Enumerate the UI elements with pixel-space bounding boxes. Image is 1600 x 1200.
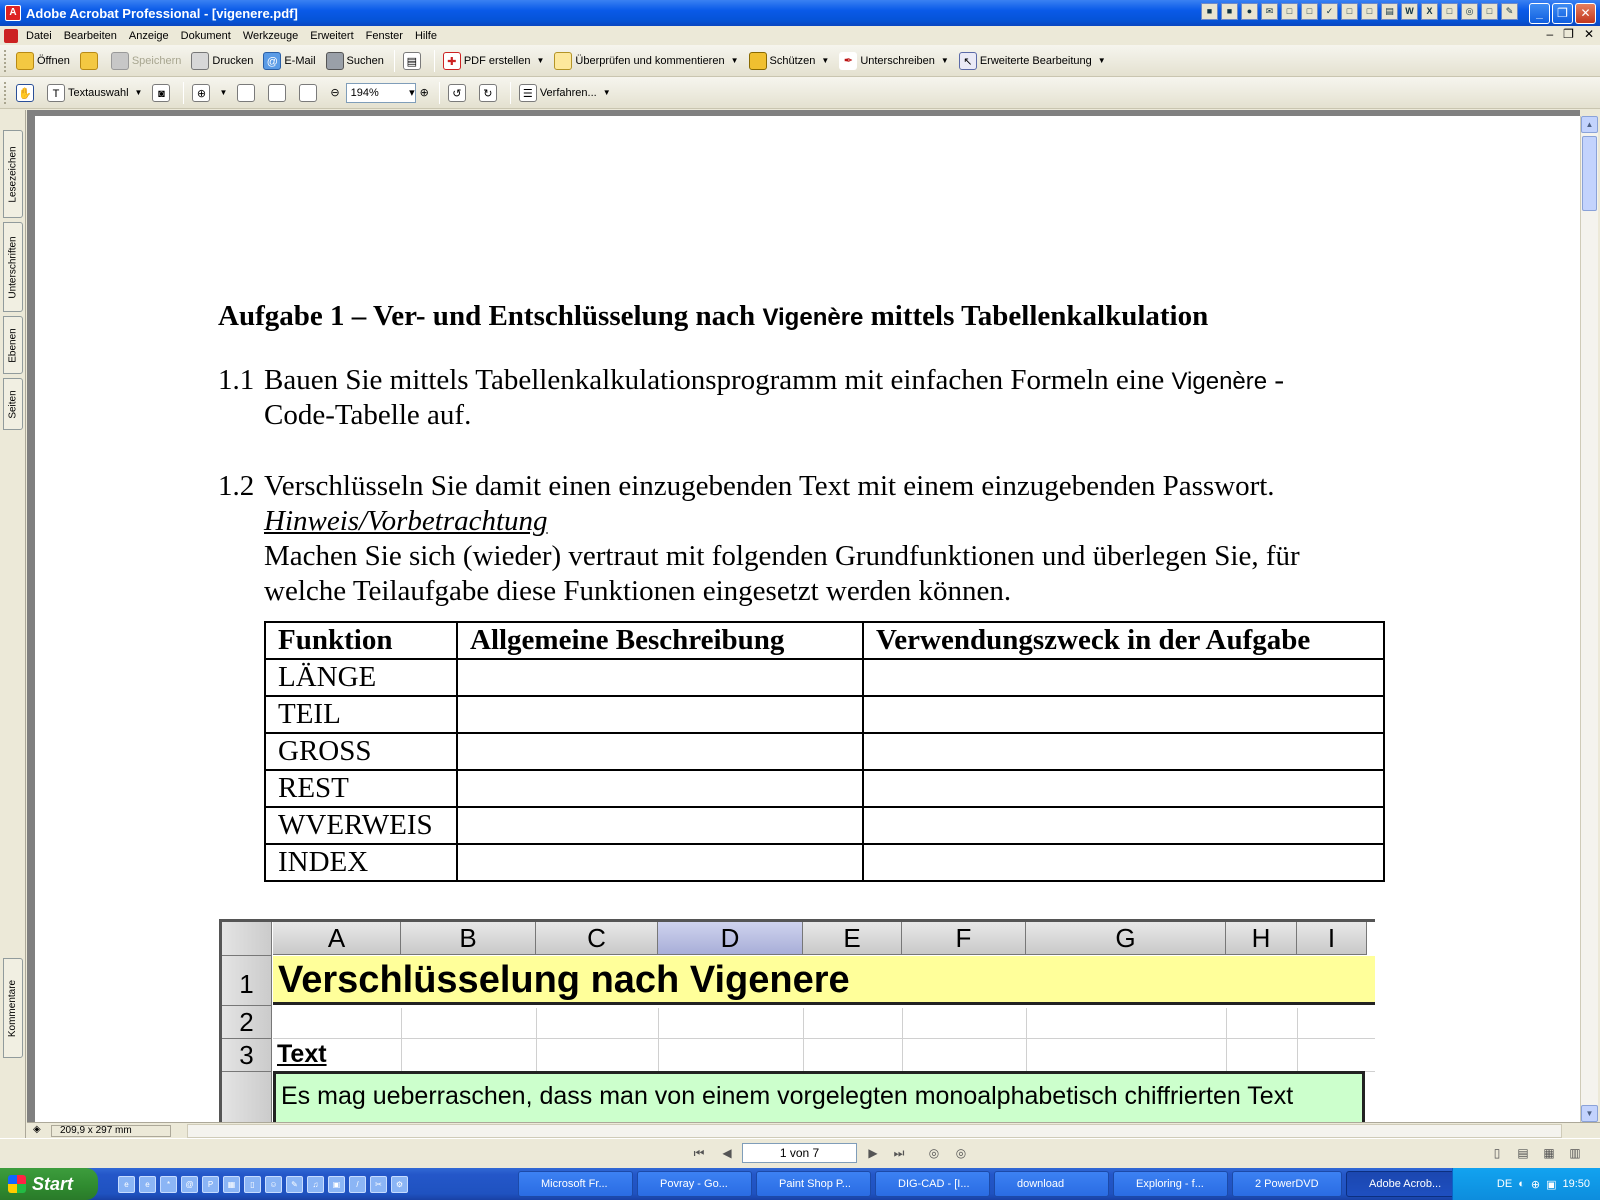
tab-pages[interactable]	[3, 378, 23, 430]
search-label: Suchen	[346, 54, 384, 67]
menu-hilfe[interactable]: Hilfe	[414, 29, 437, 42]
tab-comments-label: Kommentare	[7, 979, 19, 1037]
tab-signatures-label: Unterschriften	[7, 235, 19, 299]
quick-icon[interactable]: ✓	[1321, 3, 1338, 20]
menu-fenster[interactable]: Fenster	[365, 29, 403, 42]
tab-pages-label: Seiten	[7, 389, 19, 419]
window-title: Adobe Acrobat Professional - [vigenere.pdf]	[26, 5, 298, 21]
save-label: Speichern	[131, 54, 182, 67]
windows-taskbar	[0, 1168, 1600, 1200]
previous-view-icon[interactable]: ◎	[928, 1146, 940, 1160]
table-row	[265, 696, 1384, 733]
doc-close-button[interactable]: ✕	[1583, 27, 1594, 41]
quick-icon[interactable]: ■	[1201, 3, 1218, 20]
grid-line	[1226, 1008, 1227, 1071]
quicklaunch-icon[interactable]: ▣	[328, 1176, 345, 1193]
purpose-cell	[863, 696, 1384, 733]
email-button[interactable]	[259, 49, 319, 73]
toolbar-grip[interactable]	[4, 50, 8, 72]
grid-line	[658, 1008, 659, 1071]
column-header: A	[273, 922, 401, 955]
header-beschreibung: Allgemeine Beschreibung	[457, 622, 863, 659]
select-text-button[interactable]	[43, 81, 146, 105]
select-text-label: Textauswahl	[68, 86, 129, 99]
table-row	[265, 733, 1384, 770]
tab-signatures[interactable]	[3, 222, 23, 312]
snapshot-button[interactable]	[148, 81, 177, 105]
quick-icon[interactable]: ■	[1221, 3, 1238, 20]
taskbar-item-active[interactable]: Adobe Acrob...	[1346, 1171, 1456, 1197]
signature-pen-icon: ✒	[839, 52, 857, 70]
secure-label: Schützen	[769, 54, 816, 67]
function-table-header	[265, 622, 1384, 659]
chevron-down-icon[interactable]: ▼	[536, 56, 545, 65]
quick-icon[interactable]: □	[1441, 3, 1458, 20]
quick-icon[interactable]: □	[1341, 3, 1358, 20]
quick-icon[interactable]: ◎	[1461, 3, 1478, 20]
status-bar	[27, 1122, 1600, 1138]
rotate-left-icon: ↺	[448, 84, 466, 102]
print-label: Drucken	[212, 54, 254, 67]
page-actual-size-icon	[237, 84, 255, 102]
task-1-1-line2: Code-Tabelle auf.	[264, 399, 472, 431]
text-select-icon: T	[47, 84, 65, 102]
zoom-in-button[interactable]	[416, 81, 433, 105]
start-button[interactable]	[0, 1168, 98, 1200]
spreadsheet-image	[219, 919, 1375, 1122]
grid-line	[1297, 1008, 1298, 1071]
menu-werkzeuge[interactable]: Werkzeuge	[242, 29, 299, 42]
page-navigation-bar	[0, 1138, 1600, 1166]
print-button[interactable]	[187, 49, 257, 73]
chevron-down-icon[interactable]: ▼	[134, 88, 143, 97]
quicklaunch-icon[interactable]: e	[139, 1176, 156, 1193]
continuous-page-icon[interactable]: ▤	[1517, 1146, 1529, 1160]
page-size-icon: ◈	[33, 1124, 41, 1135]
description-cell	[457, 696, 863, 733]
function-table	[264, 621, 1385, 882]
secure-button[interactable]	[745, 49, 834, 73]
quicklaunch-icon[interactable]: *	[160, 1176, 177, 1193]
create-pdf-icon: ✚	[443, 52, 461, 70]
column-header-selected: D	[658, 922, 803, 955]
clock[interactable]: 19:50	[1562, 1178, 1590, 1190]
single-page-icon[interactable]: ▯	[1493, 1146, 1501, 1160]
sign-label: Unterschreiben	[860, 54, 935, 67]
quicklaunch-icon[interactable]: ⚙	[391, 1176, 408, 1193]
quicklaunch-icon[interactable]: ✂	[370, 1176, 387, 1193]
procedures-button[interactable]	[515, 81, 615, 105]
excel-icon[interactable]: X	[1421, 3, 1438, 20]
document-window-controls	[1546, 27, 1594, 41]
chevron-down-icon[interactable]: ▼	[940, 56, 949, 65]
fit-page-icon	[268, 84, 286, 102]
network-icon[interactable]: ⊕	[1530, 1178, 1541, 1191]
doc-restore-button[interactable]: ❐	[1563, 27, 1574, 41]
grid-line	[902, 1008, 903, 1071]
open-button[interactable]	[12, 49, 74, 73]
start-label: Start	[32, 1173, 74, 1194]
rotate-left-button[interactable]	[444, 81, 473, 105]
heading-vigenere: Vigenère	[762, 304, 864, 331]
table-row	[265, 770, 1384, 807]
organizer-icon	[80, 52, 98, 70]
properties-button[interactable]	[399, 49, 428, 73]
volume-icon[interactable]: ◐	[1518, 1178, 1525, 1190]
description-cell	[457, 770, 863, 807]
chevron-down-icon[interactable]: ▼	[219, 88, 228, 97]
menu-dokument[interactable]: Dokument	[180, 29, 231, 42]
column-header: C	[536, 922, 658, 955]
create-pdf-label: PDF erstellen	[463, 54, 531, 67]
fit-page-button[interactable]	[264, 81, 293, 105]
quicklaunch-icon[interactable]: ✎	[286, 1176, 303, 1193]
pen-icon[interactable]: ✎	[1501, 3, 1518, 20]
rotate-right-button[interactable]	[475, 81, 504, 105]
review-button[interactable]	[550, 49, 742, 73]
hand-icon: ✋	[16, 84, 34, 102]
magnifier-icon: ⊕	[192, 84, 210, 102]
task-1-1-vigenere: Vigenère	[1171, 368, 1268, 395]
zoom-out-button[interactable]	[326, 81, 343, 105]
taskbar-item[interactable]: Paint Shop P...	[756, 1171, 871, 1197]
purpose-cell	[863, 807, 1384, 844]
last-page-icon[interactable]: ⏭	[893, 1146, 905, 1160]
create-pdf-button[interactable]	[439, 49, 549, 73]
tab-layers[interactable]	[3, 316, 23, 374]
toolbar-separator	[439, 82, 440, 104]
hand-tool-button[interactable]	[12, 81, 41, 105]
camera-icon: ◙	[152, 84, 170, 102]
menu-erweitert[interactable]: Erweitert	[310, 29, 354, 42]
quicklaunch-icon[interactable]: ♫	[307, 1176, 324, 1193]
next-view-icon[interactable]: ◎	[955, 1146, 967, 1160]
navigation-pane-tabs	[0, 110, 26, 1145]
view-toolbar	[0, 77, 1600, 109]
zoom-in-icon: ⊕	[419, 87, 429, 99]
column-header: E	[803, 922, 902, 955]
search-button[interactable]	[322, 49, 388, 73]
document-viewport[interactable]	[27, 110, 1580, 1122]
windows-flag-icon	[8, 1175, 26, 1193]
zoom-out-icon: ⊖	[330, 87, 340, 99]
facing-pages-icon[interactable]: ▦	[1543, 1146, 1555, 1160]
task-1-1-line1	[264, 363, 1284, 399]
tab-bookmarks[interactable]	[3, 130, 23, 218]
page-size-field: 209,9 x 297 mm	[51, 1125, 171, 1137]
task-1-2-line4: welche Teilaufgabe diese Funktionen eingesetzt werden können.	[264, 575, 1012, 607]
column-header: F	[902, 922, 1026, 955]
taskbar-item[interactable]: Povray - Go...	[637, 1171, 752, 1197]
toolbar-separator	[510, 82, 511, 104]
text-content-cell: Es mag ueberraschen, dass man von einem vorgelegten monoalphabetisch chiffrierten Text	[273, 1071, 1365, 1122]
grid-line	[803, 1008, 804, 1071]
main-toolbar	[0, 45, 1600, 77]
continuous-facing-icon[interactable]: ▥	[1569, 1146, 1581, 1160]
task-1-1-number: 1.1	[218, 364, 255, 396]
purpose-cell	[863, 844, 1384, 881]
title-bar	[0, 0, 1600, 26]
function-name: INDEX	[265, 844, 457, 881]
tab-layers-label: Ebenen	[7, 327, 19, 363]
function-name: TEIL	[265, 696, 457, 733]
close-button[interactable]: ✕	[1575, 3, 1596, 24]
acrobat-app-icon[interactable]: A	[5, 5, 21, 21]
heading-part1: Aufgabe 1 – Ver- und Entschlüsselung nach	[218, 300, 763, 332]
task-1-2-line3: Machen Sie sich (wieder) vertraut mit folgenden Grundfunktionen und überlegen Sie, für	[264, 540, 1300, 572]
task-1-1-text-a: Bauen Sie mittels Tabellenkalkulationsprogramm mit einfachen Formeln eine	[264, 364, 1172, 396]
restore-button[interactable]: ❐	[1552, 3, 1573, 24]
open-label: Öffnen	[37, 54, 70, 67]
first-page-icon[interactable]: ⏮	[693, 1146, 705, 1160]
sheet-title-cell: Verschlüsselung nach Vigenere	[273, 956, 1375, 1005]
mail-icon[interactable]: ✉	[1261, 3, 1278, 20]
properties-icon: ▤	[403, 52, 421, 70]
toolbar-separator	[183, 82, 184, 104]
floppy-disk-icon	[111, 52, 129, 70]
function-name: GROSS	[265, 733, 457, 770]
next-page-icon[interactable]: ▶	[868, 1146, 878, 1160]
task-1-2-line1: Verschlüsseln Sie damit einen einzugebenden Text mit einem einzugebenden Passwort.	[264, 470, 1275, 502]
menu-datei[interactable]: Datei	[26, 29, 52, 42]
page-number-field[interactable]: 1 von 7	[742, 1143, 857, 1163]
binoculars-icon	[326, 52, 344, 70]
language-indicator[interactable]: DE	[1496, 1178, 1513, 1190]
quicklaunch-icon[interactable]: e	[118, 1176, 135, 1193]
taskbar-item[interactable]: DIG-CAD - [I...	[875, 1171, 990, 1197]
grid-line	[1026, 1008, 1027, 1071]
actual-size-button[interactable]	[233, 81, 262, 105]
hint-heading: Hinweis/Vorbetrachtung	[264, 505, 548, 537]
description-cell	[457, 807, 863, 844]
window-controls	[1529, 3, 1596, 24]
table-row	[265, 807, 1384, 844]
row-header: 3	[222, 1039, 272, 1072]
quick-icon[interactable]: □	[1301, 3, 1318, 20]
table-row	[265, 844, 1384, 881]
description-cell	[457, 733, 863, 770]
horizontal-scrollbar[interactable]	[187, 1124, 1562, 1138]
toolbar-separator	[394, 50, 395, 72]
row-header	[222, 1072, 272, 1122]
column-header: H	[1226, 922, 1297, 955]
grid-line	[273, 1038, 1375, 1039]
folder-open-icon	[16, 52, 34, 70]
vertical-scrollbar[interactable]	[1580, 116, 1598, 1122]
sheet-corner	[222, 922, 272, 956]
purpose-cell	[863, 733, 1384, 770]
pdf-page	[35, 116, 1580, 1122]
function-name: REST	[265, 770, 457, 807]
quick-icon[interactable]: ●	[1241, 3, 1258, 20]
titlebar-quick-icons	[1201, 3, 1518, 20]
procedures-label: Verfahren...	[539, 86, 597, 99]
column-header: G	[1026, 922, 1226, 955]
scroll-up-button[interactable]: ▲	[1581, 116, 1598, 133]
quicklaunch-icon[interactable]: ▯	[244, 1176, 261, 1193]
printer-icon	[191, 52, 209, 70]
quick-icon[interactable]: □	[1361, 3, 1378, 20]
menu-bar	[0, 26, 1600, 45]
text-label-cell: Text	[277, 1040, 327, 1068]
lock-icon	[749, 52, 767, 70]
purpose-cell	[863, 659, 1384, 696]
email-label: E-Mail	[284, 54, 316, 67]
advanced-edit-label: Erweiterte Bearbeitung	[979, 54, 1092, 67]
zoom-level-value: 194%	[350, 86, 379, 99]
organizer-button[interactable]	[76, 49, 105, 73]
chevron-down-icon[interactable]: ▼	[821, 56, 830, 65]
sign-button[interactable]	[835, 49, 953, 73]
taskbar-item[interactable]: 2 PowerDVD	[1232, 1171, 1342, 1197]
zoom-tool-button[interactable]	[188, 81, 231, 105]
taskbar-item[interactable]: Exploring - f...	[1113, 1171, 1228, 1197]
page-heading	[218, 300, 1208, 333]
chevron-down-icon[interactable]: ▼	[1097, 56, 1106, 65]
quicklaunch-icon[interactable]: P	[202, 1176, 219, 1193]
taskbar-item[interactable]: download	[994, 1171, 1109, 1197]
fit-width-button[interactable]	[295, 81, 324, 105]
edit-cursor-icon: ↖	[959, 52, 977, 70]
procedures-list-icon: ☰	[519, 84, 537, 102]
email-globe-icon: @	[263, 52, 281, 70]
system-tray	[1452, 1168, 1600, 1200]
task-1-2-number: 1.2	[218, 470, 255, 502]
menu-anzeige[interactable]: Anzeige	[128, 29, 169, 42]
doc-minimize-button[interactable]: –	[1546, 27, 1554, 41]
function-name: WVERWEIS	[265, 807, 457, 844]
minimize-button[interactable]: _	[1529, 3, 1550, 24]
description-cell	[457, 844, 863, 881]
header-verwendungszweck: Verwendungszweck in der Aufgabe	[863, 622, 1384, 659]
word-icon[interactable]: W	[1401, 3, 1418, 20]
grid-line	[536, 1008, 537, 1071]
quick-icon[interactable]: □	[1281, 3, 1298, 20]
row-header: 1	[222, 956, 272, 1006]
quicklaunch-icon[interactable]: /	[349, 1176, 366, 1193]
comment-bubble-icon	[554, 52, 572, 70]
purpose-cell	[863, 770, 1384, 807]
rotate-right-icon: ↻	[479, 84, 497, 102]
zoom-level-field[interactable]	[346, 83, 416, 103]
row-header: 2	[222, 1006, 272, 1039]
save-button[interactable]	[107, 49, 186, 73]
function-name: LÄNGE	[265, 659, 457, 696]
taskbar-item[interactable]: Microsoft Fr...	[518, 1171, 633, 1197]
advanced-edit-button[interactable]	[955, 49, 1110, 73]
quicklaunch-icon[interactable]: @	[181, 1176, 198, 1193]
tray-icon[interactable]: ▣	[1546, 1178, 1557, 1191]
heading-part2: mittels Tabellenkalkulation	[863, 300, 1209, 332]
quick-launch	[118, 1176, 518, 1193]
tab-comments[interactable]	[3, 958, 23, 1058]
task-1-1-text-b: -	[1267, 364, 1285, 396]
tab-bookmarks-label: Lesezeichen	[7, 145, 19, 203]
chevron-down-icon[interactable]: ▾	[409, 86, 415, 99]
fit-width-icon	[299, 84, 317, 102]
note-icon[interactable]: ▤	[1381, 3, 1398, 20]
header-funktion: Funktion	[265, 622, 457, 659]
toolbar-grip[interactable]	[4, 82, 8, 104]
grid-line	[401, 1008, 402, 1071]
scroll-down-button[interactable]: ▼	[1581, 1105, 1598, 1122]
column-header: B	[401, 922, 536, 955]
quicklaunch-icon[interactable]: ☺	[265, 1176, 282, 1193]
toolbar-separator	[434, 50, 435, 72]
document-icon[interactable]	[4, 29, 18, 43]
quicklaunch-icon[interactable]: ▦	[223, 1176, 240, 1193]
chevron-down-icon[interactable]: ▼	[602, 88, 611, 97]
description-cell	[457, 659, 863, 696]
review-label: Überprüfen und kommentieren	[575, 54, 725, 67]
menu-bearbeiten[interactable]: Bearbeiten	[63, 29, 117, 42]
column-header: I	[1297, 922, 1367, 955]
chevron-down-icon[interactable]: ▼	[730, 56, 739, 65]
scroll-thumb[interactable]	[1582, 136, 1597, 211]
table-row	[265, 659, 1384, 696]
previous-page-icon[interactable]: ◀	[722, 1146, 732, 1160]
quick-icon[interactable]: □	[1481, 3, 1498, 20]
